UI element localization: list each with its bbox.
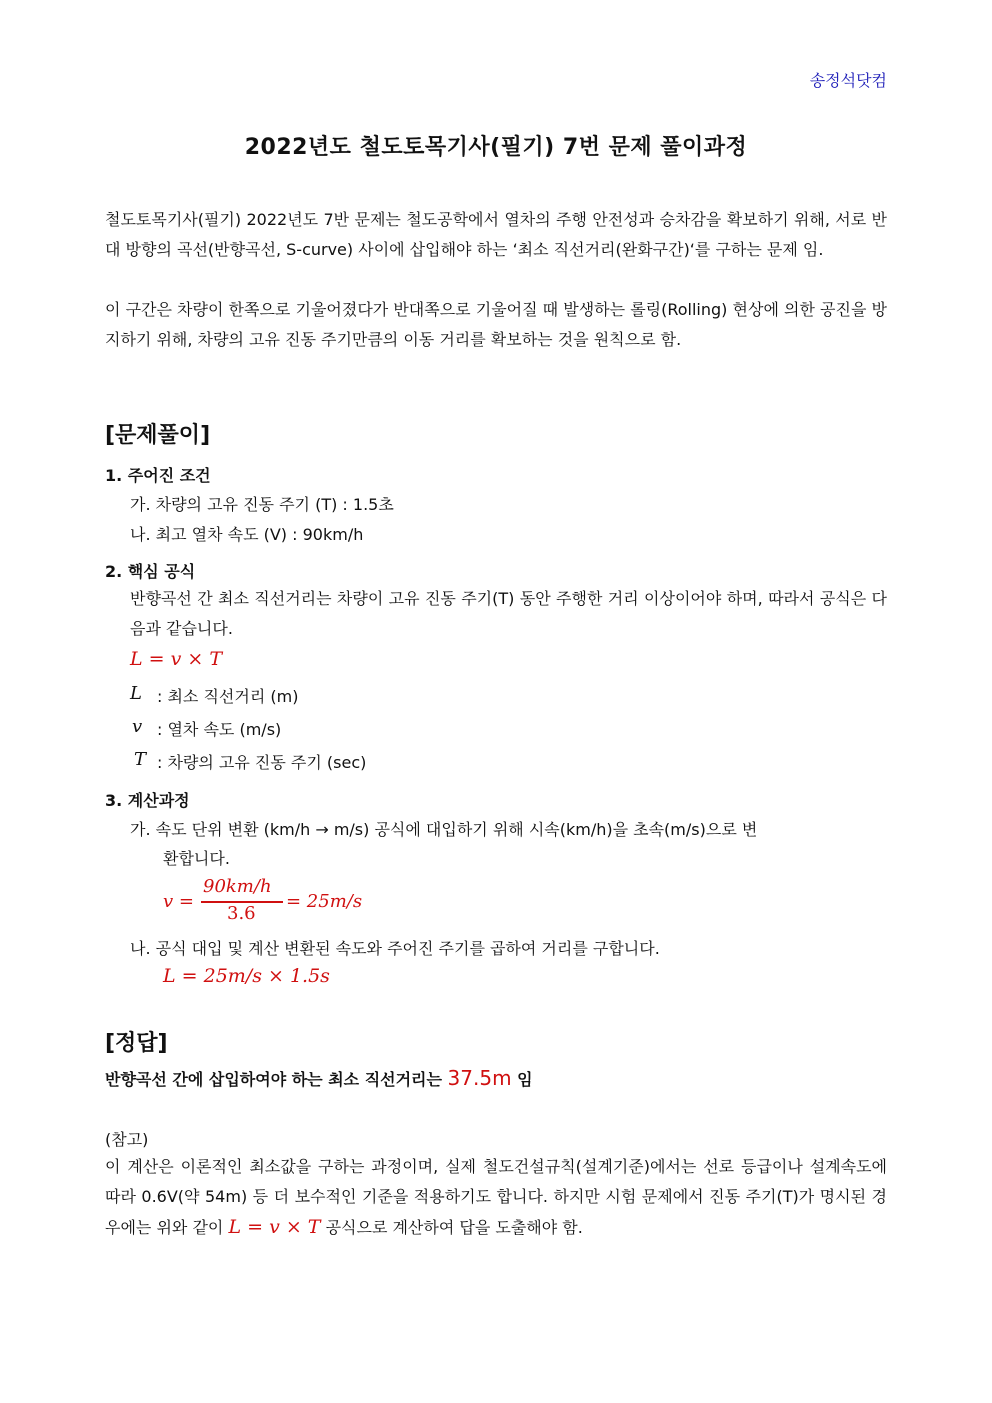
fraction-rhs: = 25m/s [286, 891, 363, 912]
step-a-line2: 환합니다. [163, 849, 230, 868]
intro-paragraph-2: 이 구간은 차량이 한쪽으로 기울어졌다가 반대쪽으로 기울어질 때 발생하는 롤링(Rolling) 현상에 의한 공진을 방지하기 위해, 차량의 고유 진동 주기만큼의 이동 거리를 확보하는 것을 원칙으로 함. [105, 300, 887, 349]
answer-suffix: 임 [511, 1070, 533, 1089]
fraction-lhs: v = [163, 891, 194, 912]
note-label: (참고) [105, 1130, 149, 1149]
fraction-denominator: 3.6 [227, 903, 256, 924]
solution-heading: [문제풀이] [105, 423, 211, 448]
section1-heading: 1. 주어진 조건 [105, 466, 211, 485]
note-text-before: 이 계산은 이론적인 최소값을 구하는 과정이며, 실제 철도건설규칙(설계기준)에서는 선로 등급이나 설계속도에 따라 0.6V(약 54m) 등 더 보수적인 기준을 적용하기도 합니다. 하지만 시험 문제에서 진동 주기(T)가 명시된 경우에는 위와 같이 [105, 1157, 887, 1237]
section2-heading: 2. 핵심 공식 [105, 562, 196, 581]
answer-prefix: 반향곡선 간에 삽입하여야 하는 최소 직선거리는 [105, 1070, 448, 1089]
core-formula: L = v × T [130, 648, 223, 670]
var-desc-l: : 최소 직선거리 (m) [157, 687, 299, 706]
var-symbol-v: v [132, 716, 143, 737]
note-text-after: 공식으로 계산하여 답을 도출해야 함. [320, 1218, 583, 1237]
answer-heading: [정답] [105, 1031, 168, 1056]
note-formula: L = v × T [228, 1216, 321, 1238]
fraction-numerator: 90km/h [203, 876, 272, 897]
substituted-formula: L = 25m/s × 1.5s [163, 965, 330, 987]
page-title: 2022년도 철도토목기사(필기) 7번 문제 풀이과정 [244, 135, 748, 160]
var-symbol-l: L [130, 683, 142, 704]
var-desc-t: : 차량의 고유 진동 주기 (sec) [157, 753, 367, 772]
step-b: 나. 공식 대입 및 계산 변환된 속도와 주어진 주기를 곱하여 거리를 구합니다. [130, 939, 660, 958]
answer-value: 37.5m [447, 1066, 512, 1090]
intro-paragraph-1: 철도토목기사(필기) 2022년도 7반 문제는 철도공학에서 열차의 주행 안전성과 승차감을 확보하기 위해, 서로 반대 방향의 곡선(반향곡선, S-curve) 사이에 삽입해야 하는 ‘최소 직선거리(완화구간)‘를 구하는 문제 임. [105, 210, 887, 259]
condition-period: 가. 차량의 고유 진동 주기 (T) : 1.5초 [130, 495, 394, 514]
formula-explanation: 반향곡선 간 최소 직선거리는 차량이 고유 진동 주기(T) 동안 주행한 거리 이상이어야 하며, 따라서 공식은 다음과 같습니다. [130, 589, 887, 638]
answer-line [105, 1066, 533, 1090]
site-name: 송정석닷컴 [809, 71, 887, 90]
var-desc-v: : 열차 속도 (m/s) [157, 720, 282, 739]
condition-speed: 나. 최고 열차 속도 (V) : 90km/h [130, 525, 364, 544]
section3-heading: 3. 계산과정 [105, 791, 190, 810]
note-paragraph [105, 1152, 887, 1243]
var-symbol-t: T [134, 749, 147, 770]
step-a-line1: 가. 속도 단위 변환 (km/h → m/s) 공식에 대입하기 위해 시속(km/h)을 초속(m/s)으로 변 [130, 820, 758, 839]
